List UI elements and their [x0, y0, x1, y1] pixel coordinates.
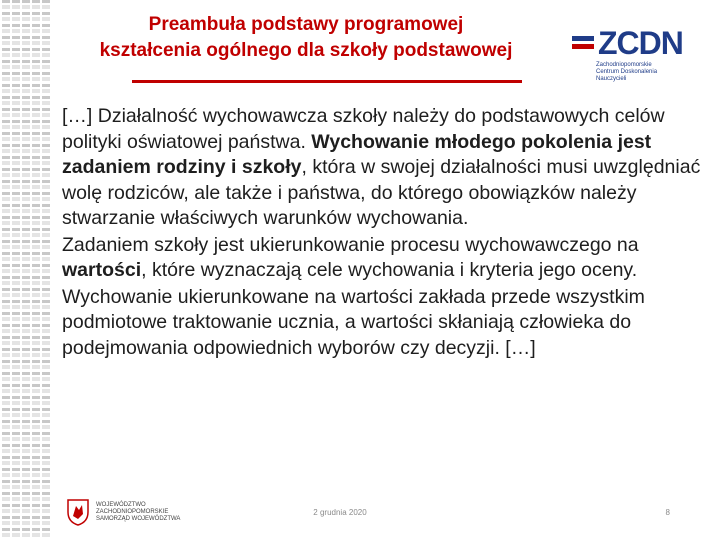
page-number: 8 [665, 508, 670, 517]
zcdn-logo-subtitle [596, 62, 686, 83]
footer-org-text [96, 502, 206, 523]
paragraph-2 [62, 233, 704, 284]
zcdn-logo-mark-icon [572, 32, 598, 54]
paragraph-2-text-c: , które wyznaczają cele wychowania i kryteria jego oceny. [141, 259, 638, 281]
title-underline [132, 80, 522, 83]
footer-org-line1: WOJEWÓDZTWO ZACHODNIOPOMORSKIE [96, 502, 169, 515]
paragraph-1-text-a: […] Działalność wychowawcza szkoły należy do podstawowych celów polityki oświatowej państwa. [62, 105, 665, 153]
zcdn-logo [568, 25, 688, 82]
paragraph-2-bold: wartości [62, 259, 142, 281]
slide-title-line2: kształcenia ogólnego dla szkoły podstawowej [99, 40, 513, 61]
decorative-left-strip [0, 0, 50, 540]
paragraph-2-text-a: Zadaniem szkoły jest ukierunkowanie procesu wychowawczego na [62, 233, 639, 256]
slide-body [62, 104, 704, 362]
zcdn-logo-text: ZCDN [598, 25, 683, 61]
paragraph-1-bold: Wychowanie młodego pokolenia jest zadaniem rodziny i szkoły [62, 130, 652, 178]
footer-date: 2 grudnia 2020 [313, 508, 367, 517]
zcdn-logo-sub-line2: Centrum Doskonalenia Nauczycieli [596, 69, 658, 82]
footer-org-line2: SAMORZĄD WOJEWÓDZTWA [96, 516, 181, 522]
zcdn-logo-sub-line1: Zachodniopomorskie [596, 62, 652, 68]
paragraph-1-text-c: , która w swojej działalności musi uwzględniać wolę rodziców, ale także i państwa, do którego obowiązków należy stwarzanie właściwych warunków wychowania. [62, 156, 701, 229]
footer-org-logo [66, 498, 206, 528]
slide-title [56, 12, 556, 64]
paragraph-3: Wychowanie ukierunkowane na wartości zakłada przede wszystkim podmiotowe traktowanie ucznia, a wartości skłaniają człowieka do podejmowania odpowiednich wyborów czy decyzji. […] [62, 285, 645, 359]
slide-title-line1: Preambuła podstawy programowej [148, 14, 464, 35]
griffin-crest-icon [66, 498, 90, 526]
paragraph-1 [62, 104, 704, 232]
